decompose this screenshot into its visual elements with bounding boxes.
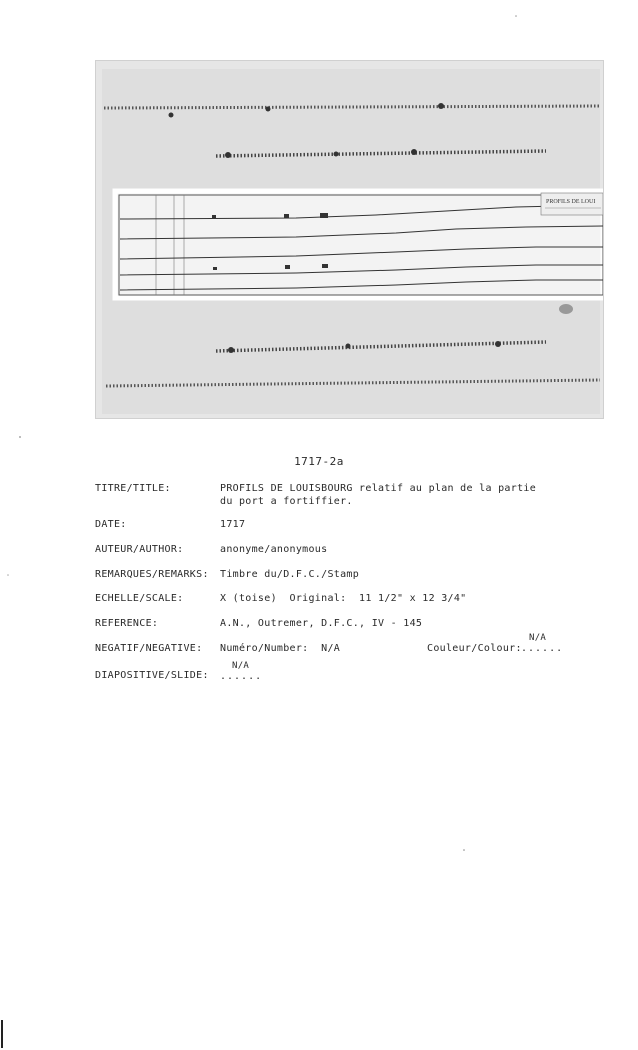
author-label: AUTEUR/AUTHOR: [95,544,184,555]
scan-edge [1,1020,3,1048]
date-value: 1717 [220,519,246,530]
title-value-line2: du port a fortiffier. [220,496,353,507]
remarks-label: REMARQUES/REMARKS: [95,569,209,580]
catalog-number: 1717-2a [294,455,344,468]
colour-na: N/A [529,633,547,643]
reference-value: A.N., Outremer, D.F.C., IV - 145 [220,618,423,629]
scale-label: ECHELLE/SCALE: [95,593,184,604]
remarks-value: Timbre du/D.F.C./Stamp [220,569,360,580]
colour-dots: ...... [521,643,564,654]
date-label: DATE: [95,519,127,530]
negative-label: NEGATIF/NEGATIVE: [95,643,203,654]
reference-label: REFERENCE: [95,618,159,629]
colour-label: Couleur/Colour: [427,643,522,654]
scale-value: X (toise) Original: 11 1/2" x 12 3/4" [220,593,467,604]
title-label: TITRE/TITLE: [95,483,171,494]
slide-na: N/A [232,661,250,671]
negative-number: Numéro/Number: N/A [220,643,341,654]
map-cartouche-title: PROFILS DE LOUI [546,199,596,205]
slide-dots: ...... [220,671,263,682]
slide-label: DIAPOSITIVE/SLIDE: [95,670,209,681]
title-value: PROFILS DE LOUISBOURG relatif au plan de la partie [220,483,537,494]
author-value: anonyme/anonymous [220,544,328,555]
